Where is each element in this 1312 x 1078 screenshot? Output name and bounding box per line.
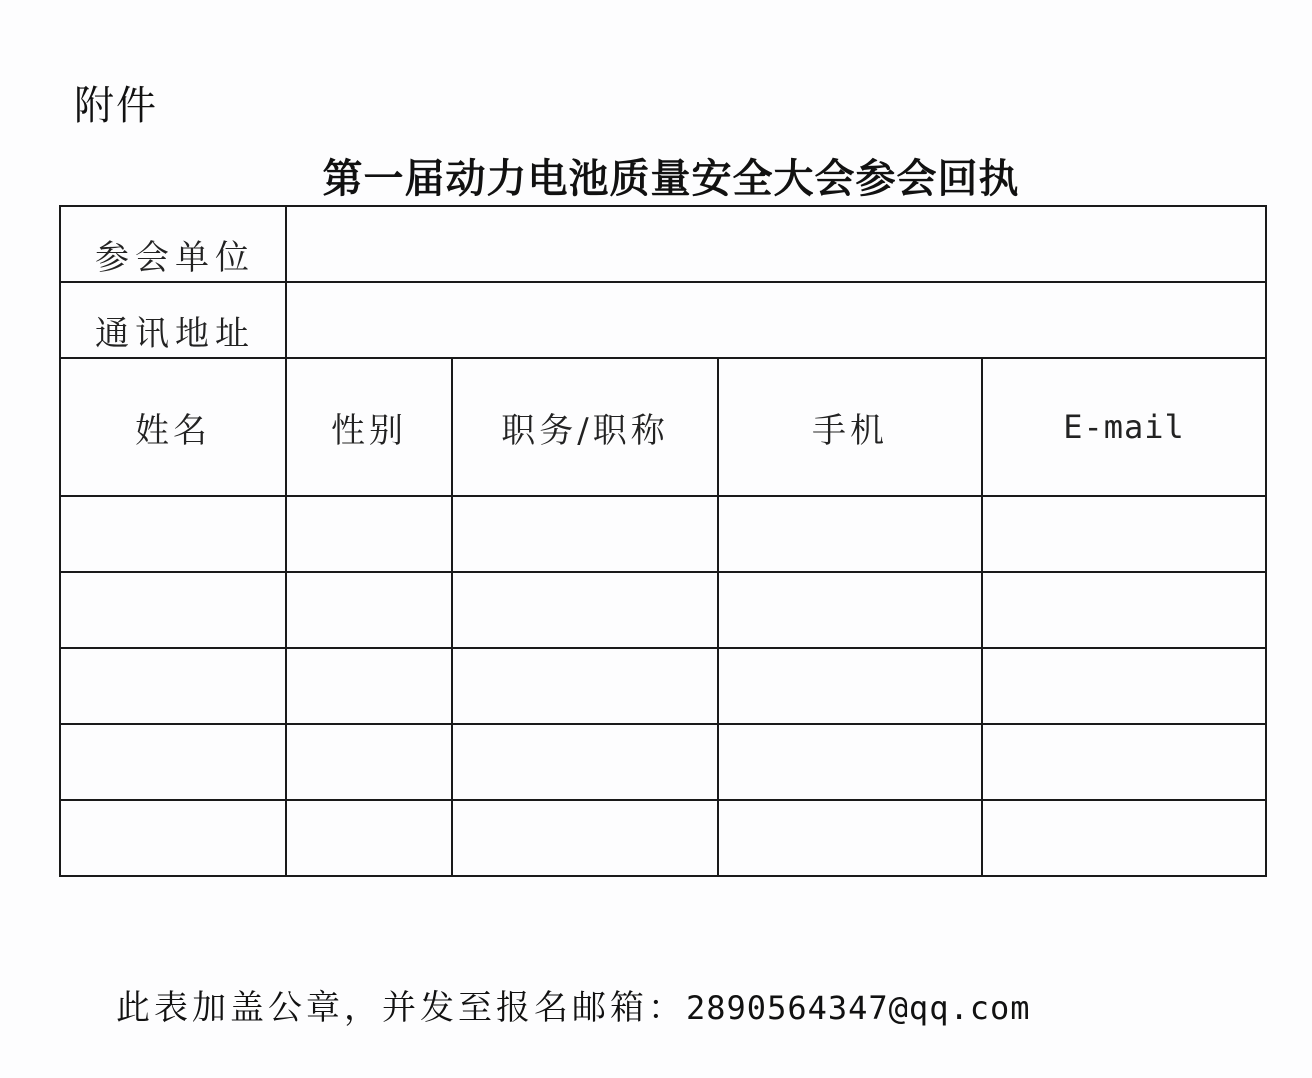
phone-cell[interactable] <box>718 724 982 800</box>
title-cell[interactable] <box>452 724 718 800</box>
column-header-title: 职务/职称 <box>452 358 718 496</box>
gender-cell[interactable] <box>286 648 452 724</box>
name-cell[interactable] <box>60 648 286 724</box>
phone-cell[interactable] <box>718 800 982 876</box>
name-cell[interactable] <box>60 572 286 648</box>
table-row <box>60 572 1266 648</box>
org-field[interactable] <box>286 206 1266 282</box>
document-title: 第一届动力电池质量安全大会参会回执 <box>322 156 1020 202</box>
column-header-phone: 手机 <box>718 358 982 496</box>
email-address: 2890564347@qq.com <box>686 989 1031 1027</box>
org-row <box>60 206 1266 282</box>
note-text: 此表加盖公章，并发至报名邮箱： <box>116 988 686 1028</box>
attachment-label: 附件 <box>74 83 158 129</box>
name-cell[interactable] <box>60 496 286 572</box>
email-cell[interactable] <box>982 496 1266 572</box>
gender-cell[interactable] <box>286 496 452 572</box>
table-row <box>60 800 1266 876</box>
table-row <box>60 648 1266 724</box>
table-row <box>60 724 1266 800</box>
address-row <box>60 282 1266 358</box>
email-cell[interactable] <box>982 724 1266 800</box>
title-cell[interactable] <box>452 800 718 876</box>
gender-cell[interactable] <box>286 572 452 648</box>
column-header-email: E-mail <box>982 358 1266 496</box>
email-cell[interactable] <box>982 572 1266 648</box>
column-header-name: 姓名 <box>60 358 286 496</box>
email-cell[interactable] <box>982 800 1266 876</box>
name-cell[interactable] <box>60 800 286 876</box>
phone-cell[interactable] <box>718 496 982 572</box>
phone-cell[interactable] <box>718 572 982 648</box>
name-cell[interactable] <box>60 724 286 800</box>
title-cell[interactable] <box>452 572 718 648</box>
address-label: 通讯地址 <box>60 282 286 358</box>
title-cell[interactable] <box>452 496 718 572</box>
email-cell[interactable] <box>982 648 1266 724</box>
table-row <box>60 496 1266 572</box>
title-cell[interactable] <box>452 648 718 724</box>
org-label: 参会单位 <box>60 206 286 282</box>
phone-cell[interactable] <box>718 648 982 724</box>
column-header-row <box>60 358 1266 496</box>
submission-note <box>116 980 1031 1029</box>
gender-cell[interactable] <box>286 800 452 876</box>
address-field[interactable] <box>286 282 1266 358</box>
registration-form-table <box>59 205 1267 877</box>
gender-cell[interactable] <box>286 724 452 800</box>
column-header-gender: 性别 <box>286 358 452 496</box>
